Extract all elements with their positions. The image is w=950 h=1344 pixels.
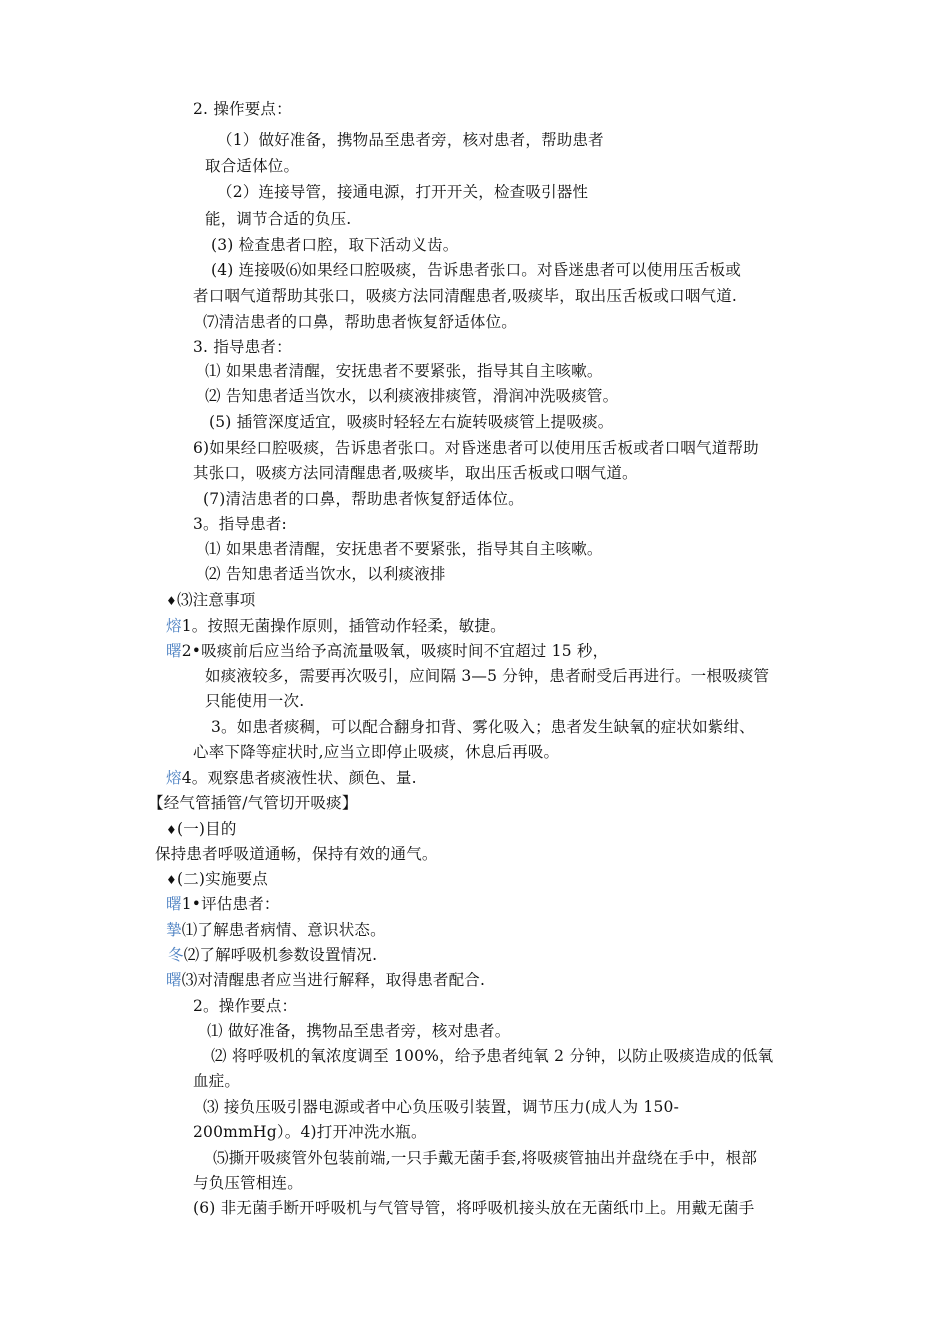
section-title: 【经气管插管/气管切开吸痰】 [148, 794, 358, 812]
text-line: 血症。 [193, 1072, 241, 1090]
text-line: (6) 非无菌手断开呼吸机与气管导管，将呼吸机接头放在无菌纸巾上。用戴无菌手 [193, 1199, 755, 1217]
text-line: (5) 插管深度适宜，吸痰时轻轻左右旋转吸痰管上提吸痰。 [209, 413, 614, 431]
text-line: (4) 连接吸⑹如果经口腔吸痰，告诉患者张口。对昏迷患者可以使用压舌板或 [211, 261, 742, 279]
text-line: 2. 操作要点： [193, 100, 292, 118]
stray-glyph: 曙 [166, 642, 182, 660]
text-line: 3。指导患者: [193, 515, 287, 533]
text-line: 保持患者呼吸道通畅，保持有效的通气。 [155, 845, 438, 863]
text-line: （2）连接导管，接通电源，打开开关，检查吸引器性 [217, 183, 589, 201]
text-line: 6)如果经口腔吸痰，告诉患者张口。对昏迷患者可以使用压舌板或者口咽气道帮助 [193, 439, 759, 457]
text-line: 2。操作要点： [193, 997, 298, 1015]
text-line: 其张口，吸痰方法同清醒患者,吸痰毕，取出压舌板或口咽气道。 [193, 464, 638, 482]
bullet-marker: ♦ [166, 823, 177, 837]
text-line: (7)清洁患者的口鼻，帮助患者恢复舒适体位。 [203, 490, 524, 508]
text-line: 曙2•吸痰前后应当给予高流量吸氧，吸痰时间不宜超过 15 秒， [166, 642, 609, 660]
section-heading: ♦(一)目的 [166, 820, 237, 838]
text-line: 冬⑵了解呼吸机参数设置情况. [168, 946, 378, 964]
text-line: (3) 检查患者口腔，取下活动义齿。 [211, 236, 459, 254]
text-line: 者口咽气道帮助其张口，吸痰方法同清醒患者,吸痰毕，取出压舌板或口咽气道. [193, 287, 738, 305]
text-line: ⑵ 告知患者适当饮水，以利痰液排痰管，滑润冲洗吸痰管。 [205, 387, 619, 405]
text-line: 3. 指导患者： [193, 338, 292, 356]
text-line: ⑶ 接负压吸引器电源或者中心负压吸引装置，调节压力(成人为 150- [203, 1098, 680, 1116]
text-line: 熔1。按照无菌操作原则，插管动作轻柔，敏捷。 [166, 617, 506, 635]
text-line: 只能使用一次. [205, 692, 305, 710]
text-line: 能，调节合适的负压. [205, 210, 352, 228]
text-line: （1）做好准备，携物品至患者旁，核对患者，帮助患者 [217, 131, 604, 149]
stray-glyph: 摯 [166, 921, 182, 939]
text-line: 心率下降等症状时,应当立即停止吸痰，休息后再吸。 [193, 743, 560, 761]
text-line: 200mmHg）。4)打开冲洗水瓶。 [193, 1123, 427, 1141]
text-line: 曙1•评估患者： [166, 895, 280, 913]
text-line: 取合适体位。 [205, 157, 300, 175]
text-line: ⑴ 如果患者清醒，安抚患者不要紧张，指导其自主咳嗽。 [205, 362, 603, 380]
text-line: 如痰液较多，需要再次吸引，应间隔 3—5 分钟，患者耐受后再进行。一根吸痰管 [205, 667, 770, 685]
text-line: 摯⑴了解患者病情、意识状态。 [166, 921, 386, 939]
section-heading: ♦⑶注意事项 [166, 591, 256, 609]
text-line: ⑴ 做好准备，携物品至患者旁，核对患者。 [207, 1022, 511, 1040]
text-line: ⑺清洁患者的口鼻，帮助患者恢复舒适体位。 [203, 313, 518, 331]
text-line: ⑵ 将呼吸机的氧浓度调至 100%，给予患者纯氧 2 分钟，以防止吸痰造成的低氧 [211, 1047, 774, 1065]
stray-glyph: 熔 [166, 617, 182, 635]
text-line: 3。如患者痰稠，可以配合翻身扣背、雾化吸入；患者发生缺氧的症状如紫绀、 [211, 718, 755, 736]
bullet-marker: ♦ [166, 594, 177, 608]
text-line: ⑵ 告知患者适当饮水，以利痰液排 [205, 565, 446, 583]
text-line: ⑸撕开吸痰管外包装前端,一只手戴无菌手套,将吸痰管抽出并盘绕在手中，根部 [213, 1149, 758, 1167]
stray-glyph: 曙 [166, 895, 182, 913]
stray-glyph: 熔 [166, 769, 182, 787]
section-heading: ♦(二)实施要点 [166, 870, 268, 888]
stray-glyph: 冬 [168, 946, 184, 964]
text-line: 与负压管相连。 [193, 1174, 303, 1192]
bullet-marker: ♦ [166, 873, 177, 887]
text-line: 熔4。观察患者痰液性状、颜色、量. [166, 769, 417, 787]
text-line: 曙⑶对清醒患者应当进行解释，取得患者配合. [166, 971, 486, 989]
text-line: ⑴ 如果患者清醒，安抚患者不要紧张，指导其自主咳嗽。 [205, 540, 603, 558]
stray-glyph: 曙 [166, 971, 182, 989]
